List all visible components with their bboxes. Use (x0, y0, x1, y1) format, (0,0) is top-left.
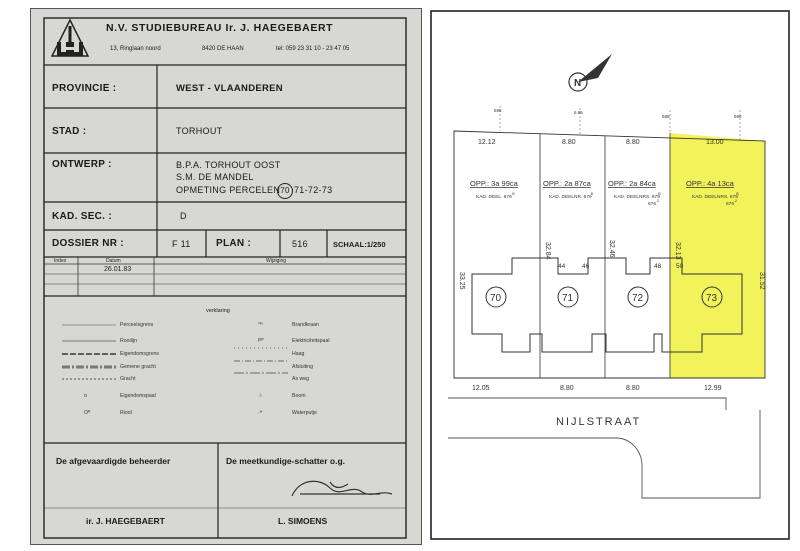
legend-item-eigendomspaal: Eigendomspaal (120, 393, 156, 399)
schaal-label: SCHAAL:1/250 (333, 240, 386, 249)
parcel-kad-sup-2: 2 (657, 199, 659, 203)
legend-symbol: °ᴴ (258, 322, 263, 328)
parcel-kad-sup: B (590, 192, 594, 196)
revision-index-header: Index (54, 258, 67, 264)
parcel-kad-nr: KAD. DEELNR. 679 (549, 195, 592, 200)
building-dimension: 44 (558, 263, 566, 270)
legend-item-waterputje: Waterputje (292, 410, 317, 416)
bottom-dimension: 8.80 (560, 385, 574, 392)
legend-item-gemene-gracht: Gemene gracht (120, 364, 156, 370)
legend-symbol: o (84, 393, 87, 399)
company-tel: tel: 059 23 31 10 - 23 47 05 (276, 46, 350, 52)
side-dimension: 32.84 (544, 242, 551, 260)
parcel-kad-sup: B (658, 192, 661, 196)
top-dimension: 8.80 (562, 139, 576, 146)
building-dimension: 48 (654, 263, 662, 270)
parcel-area: OPP.: 4a 13ca (686, 179, 734, 188)
legend-symbol: Iᴱᴾ (258, 338, 264, 344)
stad-value: TORHOUT (176, 126, 223, 136)
plan-label: PLAN : (216, 238, 252, 249)
ontwerp-line-2: S.M. DE MANDEL (176, 172, 254, 182)
provincie-label: PROVINCIE : (52, 83, 117, 94)
side-dimension: 32.13 (674, 242, 681, 260)
revision-date: 26.01.83 (104, 266, 132, 273)
legend-item-elektriciteitspaal: Elektriciteitspaal (292, 338, 330, 344)
survey-plan-sheet (430, 10, 790, 540)
top-dimension: 8.80 (626, 139, 640, 146)
legend-item-riool: Riool (120, 410, 132, 416)
legend-item-perceelsgrens: Perceelsgrens (120, 322, 154, 328)
revision-wijziging-header: Wijziging (266, 258, 287, 264)
parcel-number: 71 (562, 293, 574, 304)
company-address: 13, Ringlaan noord (110, 46, 161, 52)
parcel-area: OPP.: 2a 87ca (543, 179, 591, 188)
ontwerp-line-1: B.P.A. TORHOUT OOST (176, 160, 281, 170)
parcel-kad-sup-2: 2 (735, 199, 737, 203)
company-city: 8420 DE HAAN (202, 46, 244, 52)
neighbour-label: 595 (494, 108, 502, 113)
legend-symbol: ☃ (258, 393, 263, 399)
neighbour-label: 596 (734, 114, 742, 119)
legend-symbol: Oᴿ (84, 410, 91, 416)
parcel-kad-sup: B (512, 192, 515, 196)
parcel-area: OPP.: 3a 99ca (470, 179, 518, 188)
parcel-kad-nr: KAD. DEELNRS. 679 (614, 195, 660, 200)
parcel-kad-nr: KAD. DEELNRS. 679 (692, 195, 738, 200)
side-dimension: 33.25 (458, 272, 465, 290)
signature-left-title: De afgevaardigde beheerder (56, 456, 171, 466)
legend-item-boom: Boom (292, 393, 306, 399)
legend-item-eigendomsgrens: Eigendomsgrens (120, 351, 159, 357)
parcel-number: 73 (706, 293, 718, 304)
parcel-area: OPP.: 2a 84ca (608, 179, 656, 188)
top-dimension: 13.00 (706, 139, 724, 146)
ontwerp-line-3: OPMETING PERCELEN (176, 185, 281, 195)
svg-text:N: N (574, 78, 582, 89)
parcel-kad-nr: KAD. DEEL. 679 (476, 195, 512, 200)
signature-right-name: L. SIMOENS (278, 516, 328, 526)
signature-left-name: ir. J. HAEGEBAERT (86, 516, 165, 526)
legend-symbol: ·ʷ (258, 410, 263, 416)
building-dimension: 46 (582, 263, 590, 270)
kad-sec-value: D (180, 211, 187, 221)
plan-value: 516 (292, 239, 308, 249)
dossier-label: DOSSIER NR : (52, 238, 124, 249)
parcel-rest: 71-72-73 (294, 185, 333, 195)
parcel-number: 70 (490, 293, 502, 304)
parcel-circled: 70 (277, 183, 293, 199)
provincie-value: WEST - VLAANDEREN (176, 83, 283, 94)
side-dimension: 31.52 (758, 272, 765, 290)
legend-item-as-weg: As weg (292, 376, 310, 382)
revision-datum-header: Datum (106, 258, 121, 264)
legend-item-brandkraan: Brandkraan (292, 322, 319, 328)
company-logo (52, 20, 88, 56)
dossier-value: F 11 (172, 239, 191, 249)
legend-item-rooilijn: Rooilijn (120, 338, 138, 344)
building-dimension: 50 (676, 263, 684, 270)
legend-title: verklaring (206, 308, 230, 314)
title-block-sheet (30, 8, 422, 545)
parcel-73-highlight (670, 133, 765, 378)
signature-right-title: De meetkundige-schatter o.g. (226, 456, 346, 466)
parcel-kad-nr-2: 676 (648, 202, 657, 207)
company-name: N.V. STUDIEBUREAU Ir. J. HAEGEBAERT (106, 22, 334, 34)
neighbour-label: 588 (662, 114, 670, 119)
legend-item-haag: Haag (292, 351, 305, 357)
bottom-dimension: 8.80 (626, 385, 640, 392)
bottom-dimension: 12.99 (704, 385, 722, 392)
kad-sec-label: KAD. SEC. : (52, 211, 112, 222)
stad-label: STAD : (52, 126, 87, 137)
neighbour-label: 6.85 (574, 110, 583, 115)
parcel-kad-sup: B (736, 192, 739, 196)
street-name: NIJLSTRAAT (556, 416, 642, 428)
parcel-kad-nr-2: 676 (726, 202, 735, 207)
survey-plan-drawing (430, 10, 790, 540)
top-dimension: 12.12 (478, 139, 496, 146)
ontwerp-label: ONTWERP : (52, 159, 112, 170)
side-dimension: 32.46 (608, 240, 615, 258)
legend-item-afsluiting: Afsluiting (292, 364, 314, 370)
bottom-dimension: 12.05 (472, 385, 490, 392)
parcel-number: 72 (632, 293, 644, 304)
legend-item-gracht: Gracht (120, 376, 136, 382)
